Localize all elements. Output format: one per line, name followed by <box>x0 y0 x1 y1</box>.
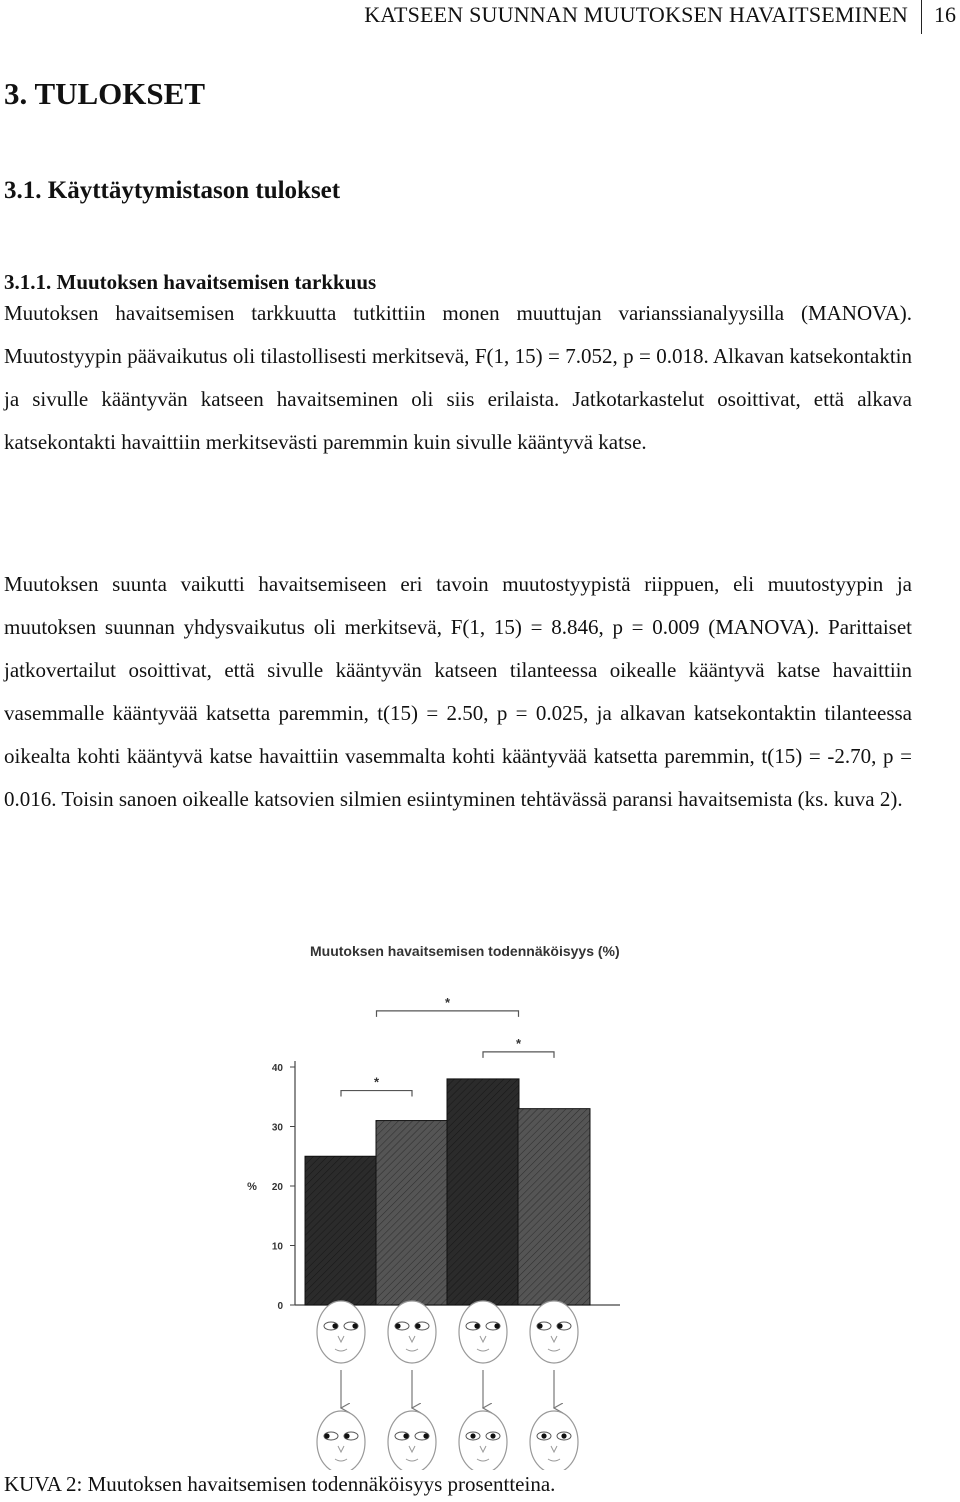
bar-hatch <box>305 1156 377 1305</box>
face-icon <box>388 1301 436 1363</box>
section-heading: 3. TULOKSET <box>4 76 206 111</box>
face-icon <box>459 1301 507 1363</box>
significance-star: * <box>515 1035 522 1051</box>
face-icon <box>530 1301 578 1363</box>
significance-star: * <box>444 994 451 1010</box>
paragraph-2: Muutoksen suunta vaikutti havaitsemiseen eri tavoin muutostyypistä riippuen, eli muutostyypin ja muutoksen suunnan yhdysvaikutus oli merkitsevä, F(1, 15) = 8.846, p = 0.009 (MANOVA). Parittaiset jatkovertailut osoittivat, että sivulle kääntyvän katseen tilanteessa oikealle kääntyvä katse havaittiin vasemmalle kääntyvää katsetta paremmin, t(15) = 2.50, p = 0.025, ja alkavan katsekontaktin tilanteessa oikealta kohti kääntyvä katse havaittiin vasemmalta kohti kääntyvää katsetta paremmin, t(15) = -2.70, p = 0.016. Toisin sanoen oikealle katsovien silmien esiintyminen tehtävässä paransi havaitsemista (ks. kuva 2). <box>4 572 912 811</box>
chart-bars <box>305 1079 590 1305</box>
significance-bracket <box>377 1011 519 1017</box>
chart-title: Muutoksen havaitsemisen todennäköisyys (%) <box>310 943 620 959</box>
y-tick-label: 30 <box>271 1122 283 1134</box>
significance-bracket <box>341 1091 412 1097</box>
y-axis-label: % <box>247 1181 257 1193</box>
paragraph-1: Muutoksen havaitsemisen tarkkuutta tutkittiin monen muuttujan varianssianalyysilla (MANOVA). Muutostyypin päävaikutus oli tilastollisesti merkitsevä, F(1, 15) = 7.052, p = 0.018. Alkavan katsekontaktin ja sivulle kääntyvän katseen havaitseminen oli siis erilaista. Jatkotarkastelut osoittivat, että alkava katsekontakti havaittiin merkitsevästi paremmin kuin sivulle kääntyvä katse. <box>4 301 912 454</box>
y-tick-label: 10 <box>271 1241 283 1253</box>
bar-hatch <box>447 1079 519 1305</box>
face-stimuli <box>317 1301 578 1470</box>
face-icon <box>388 1411 436 1470</box>
figure-2-chart <box>200 930 780 1470</box>
face-icon <box>317 1411 365 1470</box>
subsection-heading: 3.1. Käyttäytymistason tulokset <box>4 177 341 204</box>
y-tick-label: 0 <box>277 1301 283 1312</box>
face-icon <box>530 1411 578 1470</box>
page-number: 16 <box>934 2 956 27</box>
header-separator <box>921 0 922 34</box>
subsubsection-heading: 3.1.1. Muutoksen havaitsemisen tarkkuus <box>4 270 377 294</box>
bar-hatch <box>376 1121 448 1305</box>
bar-hatch <box>518 1109 590 1305</box>
face-icon <box>459 1411 507 1470</box>
figure-caption: KUVA 2: Muutoksen havaitsemisen todennäköisyys prosentteina. <box>4 1472 556 1496</box>
face-icon <box>317 1301 365 1363</box>
y-tick-label: 20 <box>271 1182 283 1193</box>
significance-star: * <box>373 1074 380 1090</box>
running-head: KATSEEN SUUNNAN MUUTOKSEN HAVAITSEMINEN <box>364 2 908 27</box>
significance-bracket <box>483 1052 554 1058</box>
y-tick-label: 40 <box>271 1063 283 1074</box>
